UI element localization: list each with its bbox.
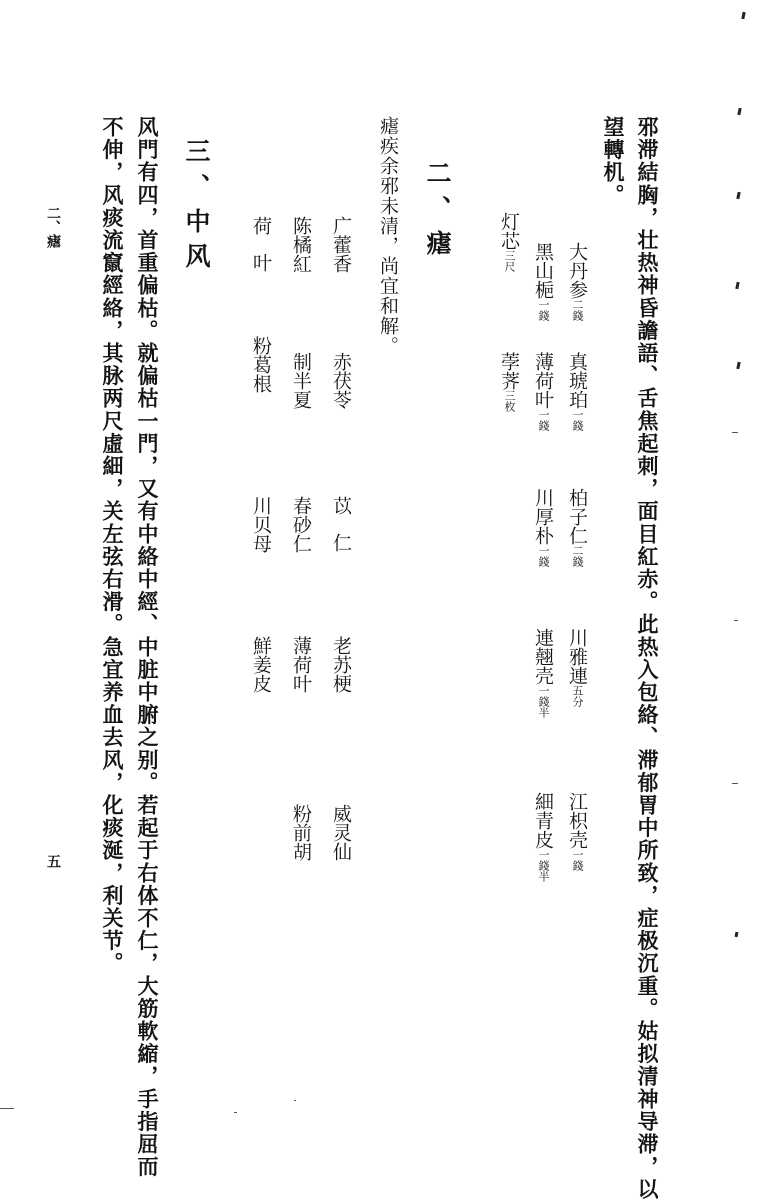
herb-name: 老苏梗	[330, 636, 352, 693]
herb-dose: 一錢	[537, 545, 550, 567]
herb-dose: 一錢	[571, 849, 584, 871]
herb-name: 川贝母	[250, 496, 272, 553]
herb-name: 荸荠	[498, 352, 520, 390]
herb-dose: 三枚	[503, 390, 516, 412]
scan-mark	[741, 12, 745, 19]
case1-text-line-1: 邪滞結胸，壮热神昏譫語、舌焦起刺，面目紅赤。此热入包絡、滞郁胃中所致，症极沉重。姑拟清神导滞，以	[635, 116, 660, 1201]
scan-mark	[0, 1108, 14, 1109]
section3-text-line-1: 风門有四，首重偏枯。就偏枯一門，又有中絡中經、中脏中腑之别。若起于右体不仁，大筋軟縮，手指屈而	[135, 116, 160, 1179]
herb-entry	[533, 242, 552, 321]
herb-name: 赤茯苓	[330, 352, 352, 409]
scan-mark	[732, 432, 738, 433]
scan-mark	[732, 783, 738, 784]
section3-text-line-2: 不伸，风痰流竄經絡，其脉两尺虛細，关左弦右滑。急宜养血去风，化痰涎，利关节。	[100, 116, 125, 975]
herb-name: 黑山梔	[532, 242, 554, 299]
herb-name: 广藿香	[330, 216, 352, 273]
scan-mark	[736, 192, 740, 199]
herb-dose: 一錢半	[537, 685, 550, 718]
herb-name: 鮮姜皮	[250, 636, 272, 693]
herb-entry	[567, 242, 586, 321]
scan-mark	[234, 1112, 237, 1113]
scan-mark	[736, 362, 740, 369]
section-heading-stroke: 三、中风	[182, 138, 211, 278]
herb-entry	[567, 352, 586, 431]
herb-dose: 三尺	[503, 250, 516, 272]
herb-name: 連翹壳	[532, 628, 554, 685]
section2-text-line-1: 瘧疾余邪未清，尚宜和解。	[377, 116, 399, 356]
herb-dose: 一錢	[537, 299, 550, 321]
herb-name: 薄荷叶	[532, 352, 554, 409]
herb-dose: 二錢	[571, 299, 584, 321]
herb-name: 春砂仁	[290, 496, 312, 553]
herb-entry	[533, 488, 552, 567]
herb-name: 灯芯	[498, 212, 520, 250]
herb-name: 細青皮	[532, 792, 554, 849]
herb-name: 川厚朴	[532, 488, 554, 545]
section-heading-malaria: 二、瘧	[423, 160, 452, 265]
herb-name: 大丹参	[566, 242, 588, 299]
herb-name: 威灵仙	[330, 804, 352, 861]
herb-name: 制半夏	[290, 352, 312, 409]
scan-mark	[734, 620, 738, 621]
herb-entry	[567, 792, 586, 871]
scan-mark	[294, 1100, 296, 1101]
herb-entry	[567, 628, 586, 707]
herb-dose: 一錢	[571, 409, 584, 431]
herb-entry	[533, 352, 552, 431]
herb-entry	[533, 628, 552, 718]
herb-dose: 一錢半	[537, 849, 550, 882]
herb-name: 真琥珀	[566, 352, 588, 409]
herb-dose: 五分	[571, 685, 584, 707]
herb-name: 粉葛根	[250, 336, 272, 393]
scan-mark	[735, 932, 739, 938]
scan-mark	[735, 282, 739, 289]
herb-entry	[499, 212, 518, 272]
herb-name: 柏子仁	[566, 488, 588, 545]
running-title: 二、瘧	[45, 206, 61, 248]
herb-name: 陈橘紅	[290, 216, 312, 273]
herb-name: 粉前胡	[290, 804, 312, 861]
herb-name: 苡仁	[330, 496, 352, 570]
herb-name: 薄荷叶	[290, 636, 312, 693]
page-number: 五	[45, 854, 61, 868]
herb-entry	[533, 792, 552, 882]
herb-entry	[499, 352, 518, 412]
herb-entry	[567, 488, 586, 567]
herb-name: 荷叶	[250, 216, 272, 290]
case1-text-line-2: 望轉机。	[601, 116, 626, 207]
herb-dose: 一錢	[537, 409, 550, 431]
scan-mark	[737, 108, 741, 115]
herb-dose: 二錢	[571, 545, 584, 567]
herb-name: 江枳壳	[566, 792, 588, 849]
herb-name: 川雅連	[566, 628, 588, 685]
